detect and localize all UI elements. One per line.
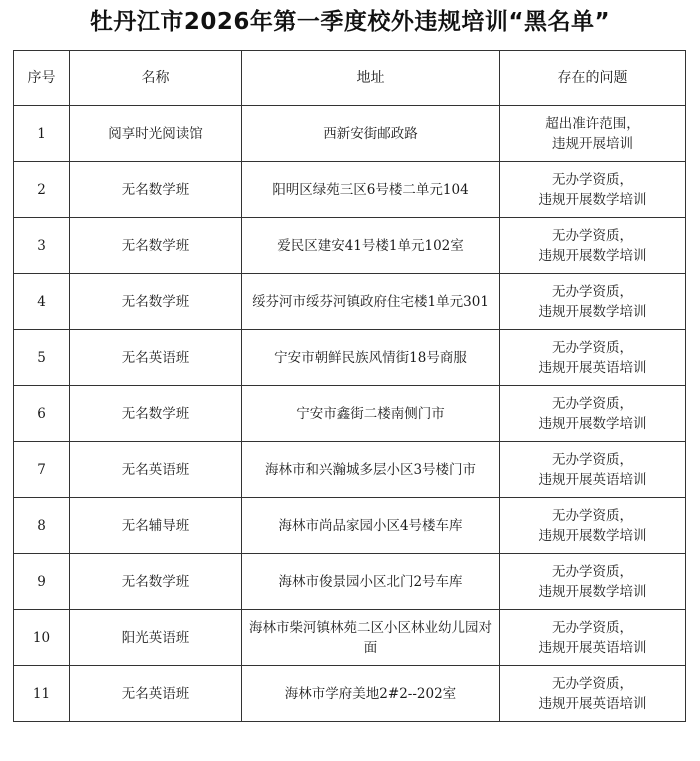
issue-line: 违规开展英语培训 <box>538 471 647 488</box>
issue-line: 违规开展培训 <box>552 135 633 152</box>
issue-line: 无办学资质， <box>552 395 633 412</box>
row-address: 海林市和兴瀚城多层小区3号楼门市 <box>242 442 500 498</box>
row-name: 无名英语班 <box>70 330 242 386</box>
issue-line: 无办学资质， <box>552 675 633 692</box>
row-no: 7 <box>14 442 70 498</box>
table-row <box>14 610 686 666</box>
row-no: 4 <box>14 274 70 330</box>
table-row <box>14 274 686 330</box>
row-no: 6 <box>14 386 70 442</box>
row-name: 无名英语班 <box>70 666 242 722</box>
row-address: 爱民区建安41号楼1单元102室 <box>242 218 500 274</box>
row-no: 8 <box>14 498 70 554</box>
header-name: 名称 <box>70 51 242 106</box>
issue-line: 违规开展英语培训 <box>538 639 647 656</box>
row-name: 无名数学班 <box>70 218 242 274</box>
issue-line: 无办学资质， <box>552 619 633 636</box>
row-no: 11 <box>14 666 70 722</box>
row-issue <box>500 106 686 162</box>
row-address: 海林市学府美地2#2--202室 <box>242 666 500 722</box>
row-address: 宁安市鑫街二楼南侧门市 <box>242 386 500 442</box>
header-issue: 存在的问题 <box>500 51 686 106</box>
issue-line: 无办学资质， <box>552 283 633 300</box>
row-address: 阳明区绿苑三区6号楼二单元104 <box>242 162 500 218</box>
issue-line: 无办学资质， <box>552 507 633 524</box>
row-address: 绥芬河市绥芬河镇政府住宅楼1单元301 <box>242 274 500 330</box>
row-issue <box>500 330 686 386</box>
issue-line: 无办学资质， <box>552 171 633 188</box>
issue-line: 无办学资质， <box>552 339 633 356</box>
row-issue <box>500 610 686 666</box>
table-row <box>14 386 686 442</box>
row-issue <box>500 666 686 722</box>
row-address: 宁安市朝鲜民族风情街18号商服 <box>242 330 500 386</box>
row-no: 2 <box>14 162 70 218</box>
row-name: 无名英语班 <box>70 442 242 498</box>
table-row <box>14 498 686 554</box>
row-issue <box>500 554 686 610</box>
header-address: 地址 <box>242 51 500 106</box>
row-address: 海林市柴河镇林苑二区小区林业幼儿园对面 <box>242 610 500 666</box>
row-issue <box>500 274 686 330</box>
table-header-row <box>14 51 686 106</box>
row-issue <box>500 498 686 554</box>
row-name: 无名数学班 <box>70 386 242 442</box>
row-issue <box>500 218 686 274</box>
row-no: 10 <box>14 610 70 666</box>
row-name: 无名数学班 <box>70 554 242 610</box>
row-name: 阅享时光阅读馆 <box>70 106 242 162</box>
table-row <box>14 330 686 386</box>
row-name: 无名辅导班 <box>70 498 242 554</box>
row-address: 西新安街邮政路 <box>242 106 500 162</box>
table-row <box>14 554 686 610</box>
issue-line: 超出准许范围， <box>545 115 640 132</box>
row-issue <box>500 386 686 442</box>
issue-line: 无办学资质， <box>552 227 633 244</box>
blacklist-table <box>13 50 686 722</box>
issue-line: 违规开展英语培训 <box>538 359 647 376</box>
table-row <box>14 218 686 274</box>
row-name: 阳光英语班 <box>70 610 242 666</box>
table-row <box>14 442 686 498</box>
header-no: 序号 <box>14 51 70 106</box>
issue-line: 违规开展数学培训 <box>538 191 647 208</box>
issue-line: 违规开展数学培训 <box>538 415 647 432</box>
table-row <box>14 666 686 722</box>
issue-line: 无办学资质， <box>552 451 633 468</box>
issue-line: 无办学资质， <box>552 563 633 580</box>
row-issue <box>500 442 686 498</box>
issue-line: 违规开展数学培训 <box>538 583 647 600</box>
row-no: 1 <box>14 106 70 162</box>
row-name: 无名数学班 <box>70 274 242 330</box>
issue-line: 违规开展数学培训 <box>538 303 647 320</box>
row-address: 海林市尚品家园小区4号楼车库 <box>242 498 500 554</box>
document-title: 牡丹江市2026年第一季度校外违规培训“黑名单” <box>89 9 611 35</box>
row-no: 3 <box>14 218 70 274</box>
issue-line: 违规开展英语培训 <box>538 695 647 712</box>
issue-line: 违规开展数学培训 <box>538 247 647 264</box>
row-name: 无名数学班 <box>70 162 242 218</box>
row-address: 海林市俊景园小区北门2号车库 <box>242 554 500 610</box>
table-row <box>14 162 686 218</box>
issue-line: 违规开展数学培训 <box>538 527 647 544</box>
row-no: 5 <box>14 330 70 386</box>
row-no: 9 <box>14 554 70 610</box>
table-row <box>14 106 686 162</box>
row-issue <box>500 162 686 218</box>
